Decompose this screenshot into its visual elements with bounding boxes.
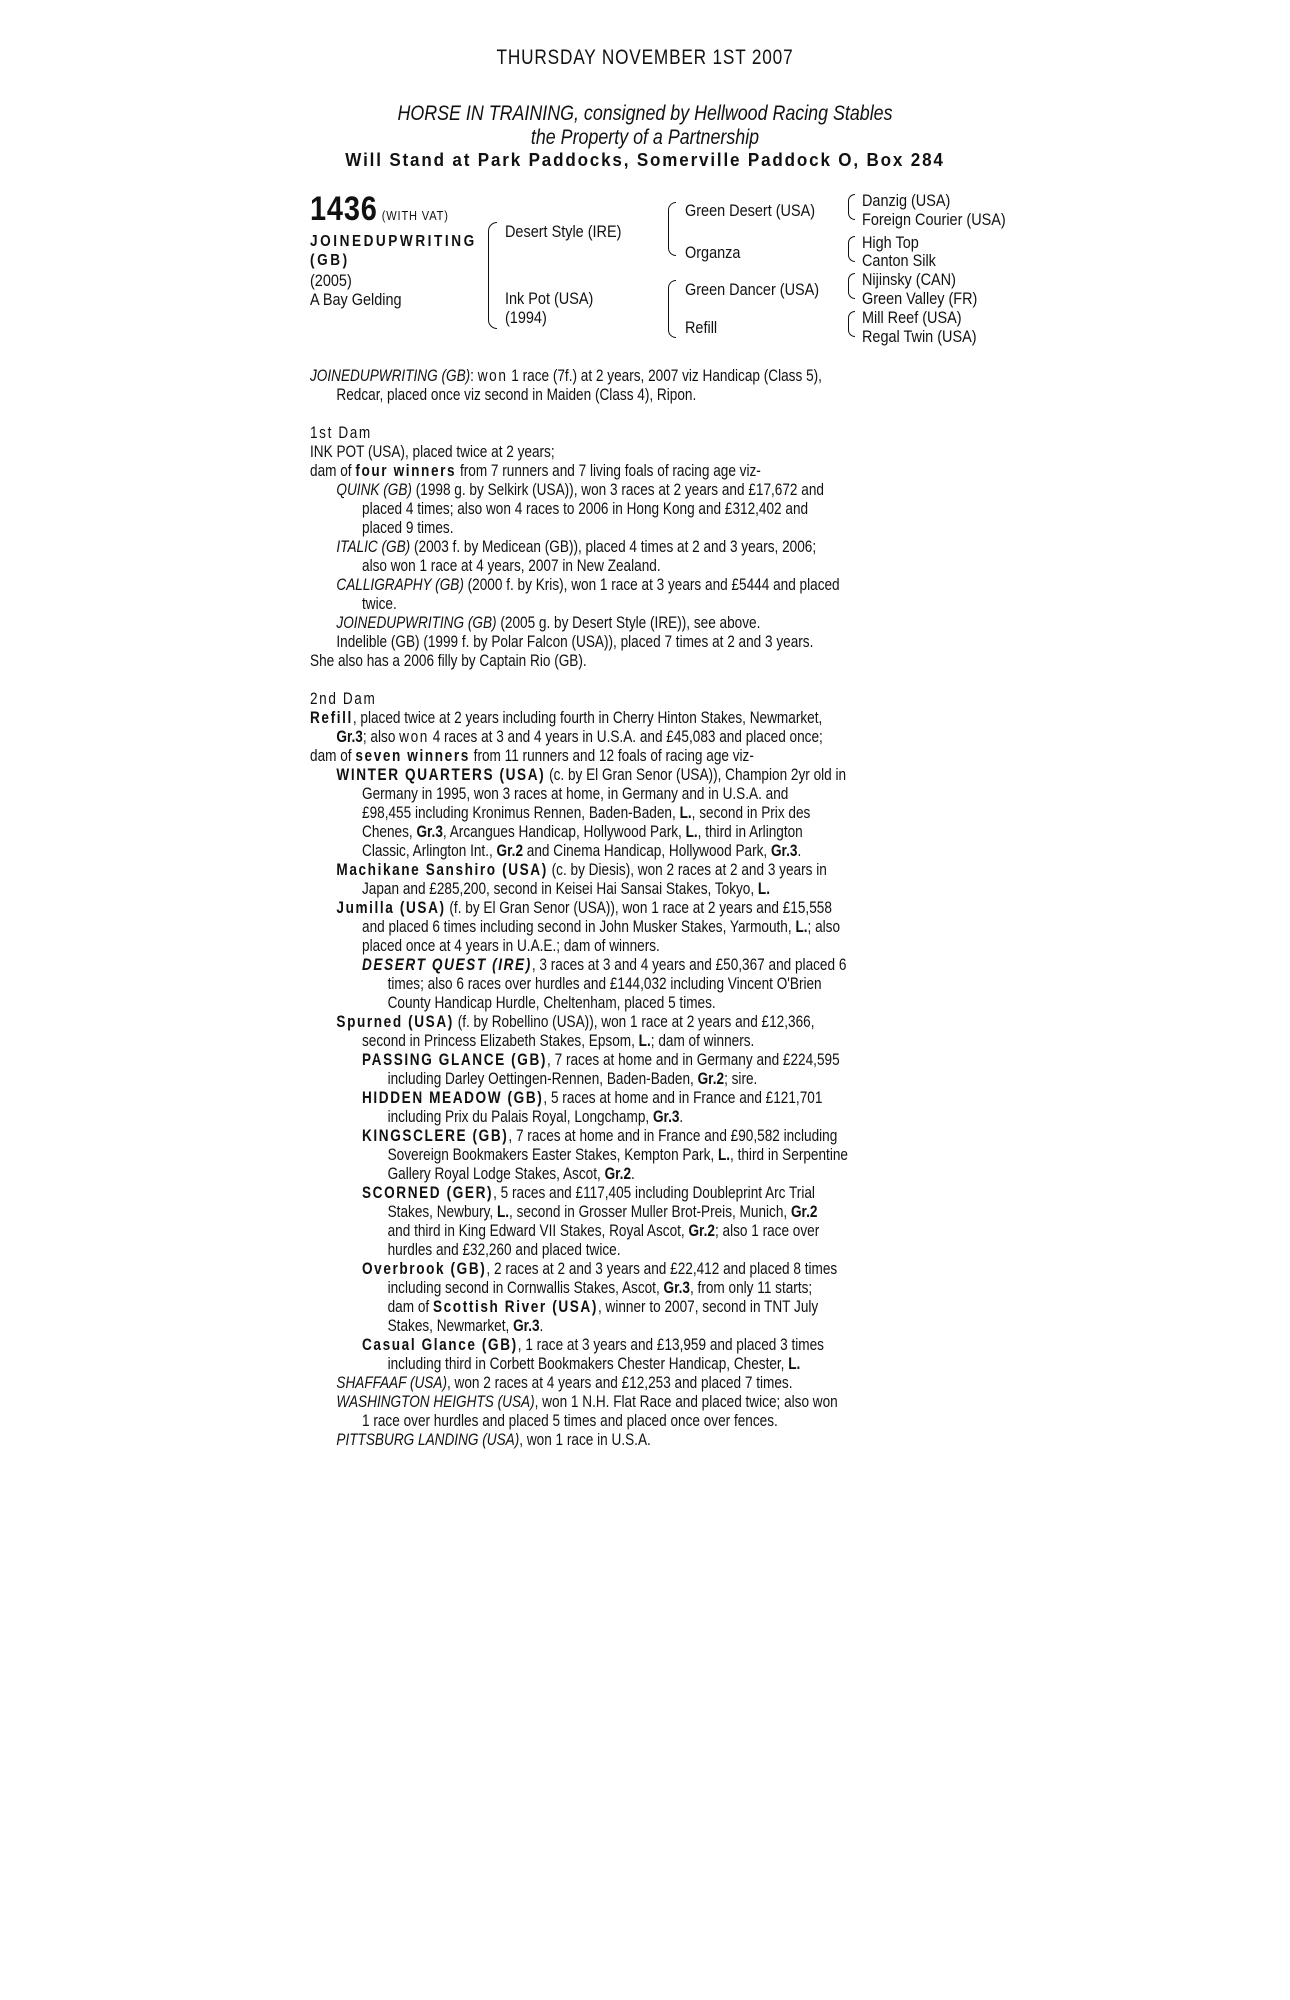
ks-3c: . <box>631 1164 635 1183</box>
shaffaaf-name: SHAFFAAF (USA) <box>336 1373 447 1392</box>
first-dam-line-1: INK POT (USA), placed twice at 2 years; <box>310 442 555 461</box>
scorned-line-1 <box>310 1183 886 1202</box>
passing-glance-text-1: , 7 races at home and in Germany and £224,595 <box>547 1050 840 1069</box>
jumilla-line-2 <box>310 917 886 936</box>
horse-description: A Bay Gelding <box>310 290 402 309</box>
first-dam-heading: 1st Dam <box>310 423 372 442</box>
pg-2b: Gr.2 <box>697 1069 725 1088</box>
wq-4c: , Arcangues Handicap, Hollywood Park, <box>442 822 686 841</box>
passing-glance-line-1 <box>310 1050 886 1069</box>
passing-glance-line-2 <box>310 1069 886 1088</box>
sp-2b: L. <box>638 1031 651 1050</box>
dam-year: (1994) <box>505 308 547 327</box>
hidden-meadow-line-2 <box>310 1107 886 1126</box>
jumilla-line-1 <box>310 898 886 917</box>
machikane-line-1 <box>310 860 886 879</box>
horse-country: (GB) <box>310 252 350 269</box>
wq-3c: , second in Prix des <box>691 803 811 822</box>
ju-2b: L. <box>795 917 808 936</box>
indelible-line: Indelible (GB) (1999 f. by Polar Falcon (USA)), placed 7 times at 2 and 3 years. <box>336 632 814 651</box>
summary-horse-name: JOINEDUPWRITING (GB) <box>310 366 471 385</box>
sp-2c: ; dam of winners. <box>650 1031 755 1050</box>
machikane-text-1: (c. by Diesis), won 2 races at 2 and 3 years in <box>547 860 827 879</box>
vat-label: (WITH VAT) <box>381 208 449 223</box>
scorned-line-3 <box>310 1221 886 1240</box>
shaffaaf-text: , won 2 races at 4 years and £12,253 and placed 7 times. <box>446 1373 793 1392</box>
sc-3b: Gr.2 <box>688 1221 715 1240</box>
dam-dam: Refill <box>685 318 718 337</box>
calligraphy-line-1 <box>310 575 886 594</box>
wq-4b: Gr.3 <box>416 822 443 841</box>
passing-glance-name: PASSING GLANCE (GB) <box>362 1050 548 1069</box>
hidden-meadow-text-1: , 5 races at home and in France and £121,701 <box>543 1088 823 1107</box>
desert-quest-line-3: County Handicap Hurdle, Cheltenham, placed 5 times. <box>387 993 716 1012</box>
winter-quarters-line-2: Germany in 1995, won 3 races at home, in Germany and in U.S.A. and <box>362 784 789 803</box>
wq-5e: . <box>797 841 802 860</box>
ob-4c: . <box>539 1316 544 1335</box>
second-dam-heading: 2nd Dam <box>310 689 377 708</box>
pittsburg-landing-text: , won 1 race in U.S.A. <box>519 1430 651 1449</box>
g-brace-2 <box>848 236 855 262</box>
spurned-name: Spurned (USA) <box>336 1012 454 1031</box>
kingsclere-line-2 <box>310 1145 886 1164</box>
refill-line-1 <box>310 708 886 727</box>
wq-3b: L. <box>679 803 692 822</box>
first-dam-section <box>310 423 1030 670</box>
desert-quest-text-1: , 3 races at 3 and 4 years and £50,367 and placed 6 <box>531 955 847 974</box>
kingsclere-text-1: , 7 races at home and in France and £90,582 including <box>508 1126 838 1145</box>
great-grandparent-8: Regal Twin (USA) <box>862 327 977 346</box>
second-dam-section <box>310 689 1030 1449</box>
quink-text-1: (1998 g. by Selkirk (USA)), won 3 races at 2 years and £17,672 and <box>411 480 824 499</box>
sc-2b: L. <box>496 1202 510 1221</box>
casual-glance-line-2 <box>310 1354 886 1373</box>
wq-4e: , third in Arlington <box>697 822 803 841</box>
joinedupwriting-name: JOINEDUPWRITING (GB) <box>336 613 497 632</box>
horse-name: JOINEDUPWRITING <box>310 233 477 250</box>
cg-2b: L. <box>788 1354 801 1373</box>
sc-3c: ; also 1 race over <box>714 1221 820 1240</box>
washington-heights-line-1 <box>310 1392 886 1411</box>
ju-2a: and placed 6 times including second in John Musker Stakes, Yarmouth, <box>362 917 796 936</box>
quink-line-1 <box>310 480 886 499</box>
overbrook-name: Overbrook (GB) <box>362 1259 487 1278</box>
casual-glance-text-1: , 1 race at 3 years and £13,959 and placed 3 times <box>517 1335 824 1354</box>
winter-quarters-line-3 <box>310 803 886 822</box>
scorned-name: SCORNED (GER) <box>362 1183 494 1202</box>
jumilla-text-1: (f. by El Gran Senor (USA)), won 1 race at 2 years and £15,558 <box>445 898 832 917</box>
sc-2d: Gr.2 <box>790 1202 818 1221</box>
hm-2c: . <box>679 1107 684 1126</box>
wq-4d: L. <box>685 822 698 841</box>
wq-3a: £98,455 including Kronimus Rennen, Baden-Baden, <box>362 803 680 822</box>
ms-2a: Japan and £285,200, second in Keisei Hai Sansai Stakes, Tokyo, <box>362 879 758 898</box>
ob-3a: dam of <box>387 1297 433 1316</box>
sc-3a: and third in King Edward VII Stakes, Royal Ascot, <box>387 1221 689 1240</box>
stand-line: Will Stand at Park Paddocks, Somerville Paddock O, Box 284 <box>345 149 945 170</box>
quink-line-2: placed 4 times; also won 4 races to 2006 in Hong Kong and £312,402 and <box>362 499 809 518</box>
g-brace-1 <box>848 194 855 220</box>
quink-line-3: placed 9 times. <box>362 518 454 537</box>
ob-2c: , from only 11 starts; <box>690 1278 813 1297</box>
spurned-line-1 <box>310 1012 886 1031</box>
calligraphy-text-1: (2000 f. by Kris), won 1 race at 3 years and £5444 and placed <box>463 575 840 594</box>
washington-heights-line-2: 1 race over hurdles and placed 5 times and placed once over fences. <box>362 1411 778 1430</box>
joinedupwriting-text: (2005 g. by Desert Style (IRE)), see above. <box>496 613 761 632</box>
ob-2b: Gr.3 <box>663 1278 690 1297</box>
spurned-line-2 <box>310 1031 886 1050</box>
overbrook-line-3 <box>310 1297 886 1316</box>
refill-winners: seven winners <box>355 746 470 765</box>
first-dam-runners: from 7 runners and 7 living foals of racing age viz- <box>456 461 761 480</box>
italic-line-1 <box>310 537 886 556</box>
scorned-line-2 <box>310 1202 886 1221</box>
ob-4b: Gr.3 <box>513 1316 540 1335</box>
shaffaaf-line <box>310 1373 886 1392</box>
consignment-line: HORSE IN TRAINING, consigned by Hellwood Racing Stables <box>397 102 893 125</box>
calligraphy-line-2: twice. <box>362 594 397 613</box>
winter-quarters-line-4 <box>310 822 886 841</box>
italic-text-1: (2003 f. by Medicean (GB)), placed 4 times at 2 and 3 years, 2006; <box>410 537 817 556</box>
scorned-line-4: hurdles and £32,260 and placed twice. <box>387 1240 621 1259</box>
joinedupwriting-line <box>310 613 886 632</box>
sale-date-text: THURSDAY NOVEMBER 1ST 2007 <box>496 46 794 69</box>
refill-runners: from 11 runners and 12 foals of racing age viz- <box>469 746 754 765</box>
ob-3b: Scottish River (USA) <box>432 1297 598 1316</box>
summary-line-2: Redcar, placed once viz second in Maiden (Class 4), Ripon. <box>336 385 697 404</box>
refill-won: won <box>399 727 429 746</box>
ob-4a: Stakes, Newmarket, <box>387 1316 514 1335</box>
refill-name: Refill <box>310 708 353 727</box>
desert-quest-name: DESERT QUEST (IRE) <box>362 955 532 974</box>
great-grandparent-3: High Top <box>862 233 919 252</box>
calligraphy-name: CALLIGRAPHY (GB) <box>336 575 464 594</box>
sc-2c: , second in Grosser Muller Brot-Preis, Munich, <box>509 1202 791 1221</box>
washington-heights-text-1: , won 1 N.H. Flat Race and placed twice; also won <box>534 1392 838 1411</box>
dam-sire: Green Dancer (USA) <box>685 280 820 299</box>
sale-date <box>116 46 1174 70</box>
summary-colon: : <box>470 366 478 385</box>
spurned-text-1: (f. by Robellino (USA)), won 1 race at 2 years and £12,366, <box>453 1012 815 1031</box>
sire-brace <box>668 202 676 256</box>
first-dam-line-2 <box>310 461 886 480</box>
kingsclere-name: KINGSCLERE (GB) <box>362 1126 509 1145</box>
italic-line-2: also won 1 race at 4 years, 2007 in New Zealand. <box>362 556 661 575</box>
casual-glance-name: Casual Glance (GB) <box>362 1335 518 1354</box>
hidden-meadow-name: HIDDEN MEADOW (GB) <box>362 1088 544 1107</box>
ks-3a: Gallery Royal Lodge Stakes, Ascot, <box>387 1164 605 1183</box>
summary-text-1: 1 race (7f.) at 2 years, 2007 viz Handicap (Class 5), <box>507 366 822 385</box>
jumilla-line-3: placed once at 4 years in U.A.E.; dam of winners. <box>362 936 660 955</box>
ob-3c: , winner to 2007, second in TNT July <box>597 1297 819 1316</box>
pittsburg-landing-line <box>310 1430 886 1449</box>
great-grandparent-7: Mill Reef (USA) <box>862 308 962 327</box>
jumilla-name: Jumilla (USA) <box>336 898 446 917</box>
desert-quest-line-2: times; also 6 races over hurdles and £144,032 including Vincent O'Brien <box>387 974 822 993</box>
washington-heights-name: WASHINGTON HEIGHTS (USA) <box>336 1392 535 1411</box>
hidden-meadow-line-1 <box>310 1088 886 1107</box>
refill-grade: Gr.3 <box>336 727 363 746</box>
dam-brace <box>668 280 676 338</box>
cg-2a: including third in Corbett Bookmakers Chester Handicap, Chester, <box>387 1354 789 1373</box>
great-grandparent-2: Foreign Courier (USA) <box>862 210 1006 229</box>
ks-3b: Gr.2 <box>604 1164 632 1183</box>
first-dam-dam-of: dam of <box>310 461 356 480</box>
sire-sire: Green Desert (USA) <box>685 201 816 220</box>
property-line: the Property of a Partnership <box>530 126 760 149</box>
ks-2c: , third in Serpentine <box>730 1145 848 1164</box>
hm-2b: Gr.3 <box>652 1107 680 1126</box>
machikane-line-2 <box>310 879 886 898</box>
refill-also: ; also <box>362 727 400 746</box>
winter-quarters-text-1: (c. by El Gran Senor (USA)), Champion 2yr old in <box>545 765 847 784</box>
summary-line-1 <box>310 366 886 385</box>
winter-quarters-line-1 <box>310 765 886 784</box>
winter-quarters-line-5 <box>310 841 886 860</box>
machikane-name: Machikane Sanshiro (USA) <box>336 860 548 879</box>
ms-2b: L. <box>757 879 771 898</box>
first-dam-winners: four winners <box>355 461 457 480</box>
great-grandparent-1: Danzig (USA) <box>862 191 951 210</box>
wq-5a: Classic, Arlington Int., <box>362 841 497 860</box>
kingsclere-line-3 <box>310 1164 886 1183</box>
pittsburg-landing-name: PITTSBURG LANDING (USA) <box>336 1430 520 1449</box>
scorned-text-1: , 5 races and £117,405 including Doubleprint Arc Trial <box>493 1183 815 1202</box>
sc-2a: Stakes, Newbury, <box>387 1202 497 1221</box>
race-summary <box>310 366 1030 404</box>
pedigree-block <box>310 192 1050 352</box>
casual-glance-line-1 <box>310 1335 886 1354</box>
pg-2a: including Darley Oettingen-Rennen, Baden-Baden, <box>387 1069 698 1088</box>
wq-5b: Gr.2 <box>496 841 524 860</box>
great-grandparent-5: Nijinsky (CAN) <box>862 270 956 289</box>
refill-line-3 <box>310 746 886 765</box>
great-grandparent-4: Canton Silk <box>862 251 936 270</box>
overbrook-line-4 <box>310 1316 886 1335</box>
desert-quest-line-1 <box>310 955 886 974</box>
ob-2a: including second in Cornwallis Stakes, Ascot, <box>387 1278 664 1297</box>
kingsclere-line-1 <box>310 1126 886 1145</box>
g-brace-3 <box>848 273 855 299</box>
lot-number: 1436 <box>310 190 378 228</box>
filly-line: She also has a 2006 filly by Captain Rio (GB). <box>310 651 587 670</box>
ju-2c: ; also <box>807 917 841 936</box>
refill-dam-of: dam of <box>310 746 356 765</box>
wq-4a: Chenes, <box>362 822 417 841</box>
summary-won: won <box>477 366 508 385</box>
foaling-year: (2005) <box>310 271 352 290</box>
hm-2a: including Prix du Palais Royal, Longchamp, <box>387 1107 653 1126</box>
italic-name: ITALIC (GB) <box>336 537 411 556</box>
g-brace-4 <box>848 311 855 337</box>
wq-5c: and Cinema Handicap, Hollywood Park, <box>523 841 771 860</box>
lot-heading <box>310 192 449 226</box>
ks-2a: Sovereign Bookmakers Easter Stakes, Kempton Park, <box>387 1145 718 1164</box>
great-grandparent-6: Green Valley (FR) <box>862 289 978 308</box>
overbrook-line-2 <box>310 1278 886 1297</box>
quink-name: QUINK (GB) <box>336 480 412 499</box>
refill-line-2 <box>310 727 886 746</box>
sire-dam: Organza <box>685 243 741 262</box>
winter-quarters-name: WINTER QUARTERS (USA) <box>336 765 546 784</box>
ks-2b: L. <box>717 1145 731 1164</box>
wq-5d: Gr.3 <box>770 841 798 860</box>
overbrook-line-1 <box>310 1259 886 1278</box>
dam-name: Ink Pot (USA) <box>505 289 594 308</box>
pedigree-brace <box>488 222 497 329</box>
refill-text-1: , placed twice at 2 years including fourth in Cherry Hinton Stakes, Newmarket, <box>352 708 823 727</box>
refill-text-2: 4 races at 3 and 4 years in U.S.A. and £45,083 and placed once; <box>428 727 823 746</box>
sire-name: Desert Style (IRE) <box>505 222 622 241</box>
overbrook-text-1: , 2 races at 2 and 3 years and £22,412 and placed 8 times <box>486 1259 838 1278</box>
sp-2a: second in Princess Elizabeth Stakes, Epsom, <box>362 1031 639 1050</box>
pg-2c: ; sire. <box>724 1069 758 1088</box>
